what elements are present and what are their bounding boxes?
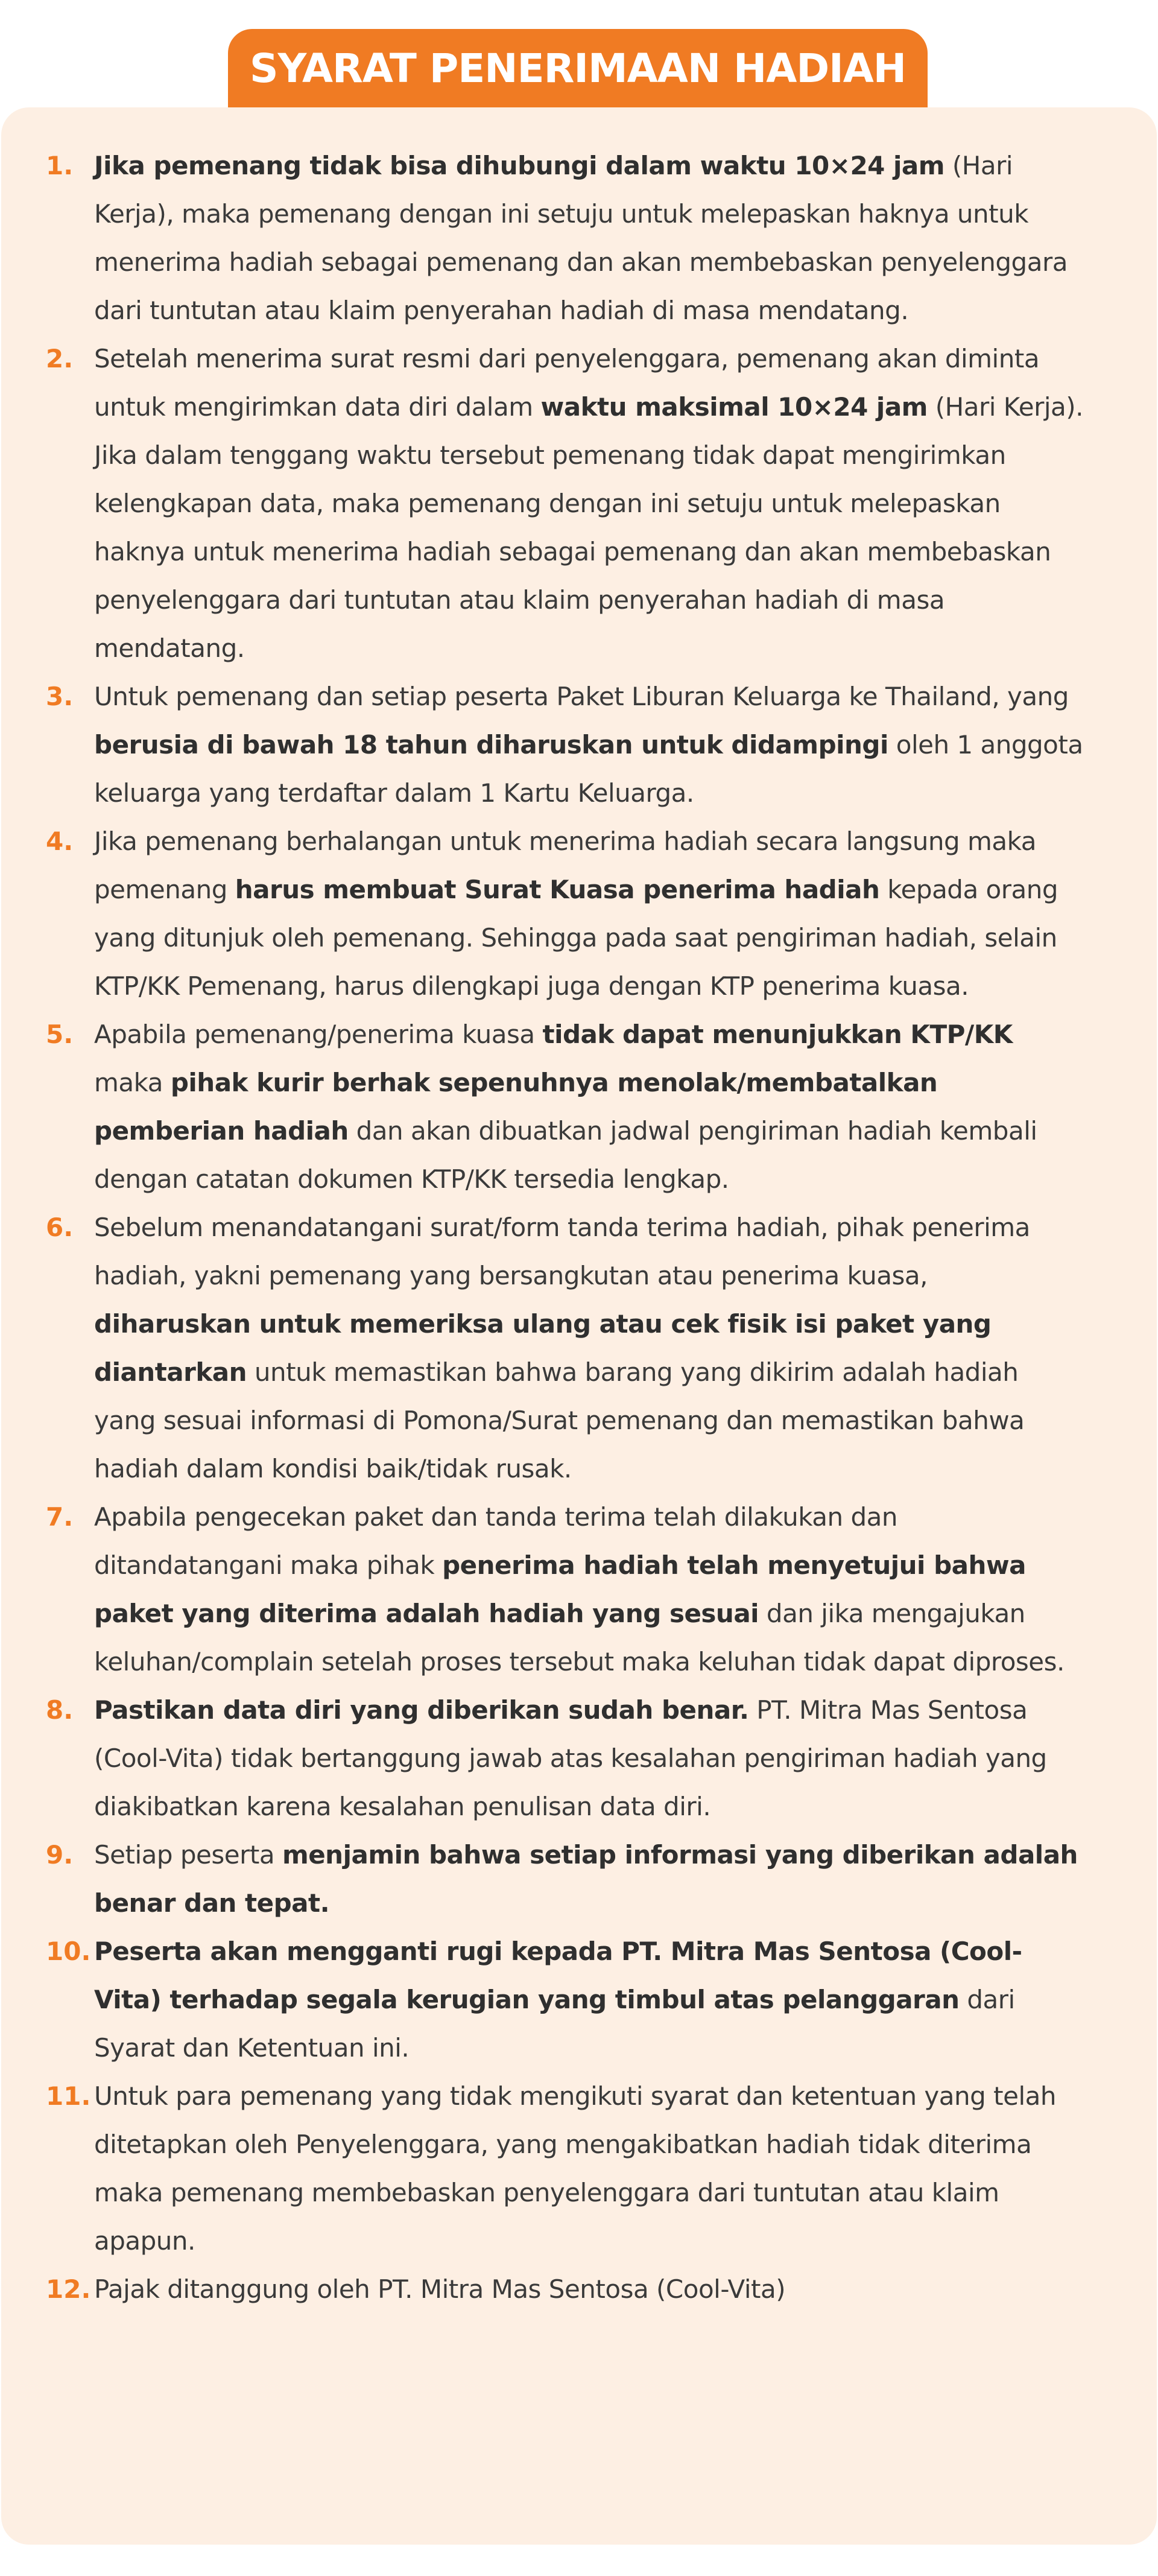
term-text [94, 2072, 1083, 2265]
term-number: 1. [46, 151, 74, 180]
term-item [0, 673, 1083, 817]
term-text [94, 817, 1083, 1010]
term-plain-text: Apabila pengecekan paket dan tanda terima telah dilakukan dan ditandatangani maka pihak [94, 1502, 897, 1580]
term-text [94, 673, 1083, 817]
term-item [0, 1927, 1083, 2072]
term-plain-text: (Hari Kerja). Jika dalam tenggang waktu tersebut pemenang tidak dapat mengirimkan kelengkapan data, maka pemenang dengan ini setuju untuk melepaskan haknya untuk menerima hadiah sebagai pemenang dan akan membebaskan penyelenggara dari tuntutan atau klaim penyerahan hadiah di masa mendatang. [94, 392, 1083, 663]
term-number: 8. [46, 1695, 74, 1725]
term-text [94, 1493, 1083, 1686]
term-bold-text: penerima hadiah telah menyetujui bahwa paket yang diterima adalah hadiah yang sesuai [94, 1550, 1027, 1628]
term-plain-text: kepada orang yang ditunjuk oleh pemenang. Sehingga pada saat pengiriman hadiah, selain KTP/KK Pemenang, harus dilengkapi juga dengan KTP penerima kuasa. [94, 875, 1058, 1001]
term-item [0, 1686, 1083, 1831]
term-plain-text: (Hari Kerja), maka pemenang dengan ini setuju untuk melepaskan haknya untuk menerima hadiah sebagai pemenang dan akan membebaskan penyelenggara dari tuntutan atau klaim penyerahan hadiah di masa mendatang. [94, 151, 1068, 325]
term-item [0, 2265, 1083, 2314]
term-plain-text: oleh 1 anggota keluarga yang terdaftar dalam 1 Kartu Keluarga. [94, 730, 1083, 808]
term-item [0, 335, 1083, 673]
term-plain-text: Jika pemenang berhalangan untuk menerima hadiah secara langsung maka pemenang [94, 826, 1036, 904]
term-plain-text: Untuk para pemenang yang tidak mengikuti syarat dan ketentuan yang telah ditetapkan oleh Penyelenggara, yang mengakibatkan hadiah tidak diterima maka pemenang membebaskan penyelenggara dari tuntutan atau klaim apapun. [94, 2081, 1056, 2256]
term-bold-text: diharuskan untuk memeriksa ulang atau cek fisik isi paket yang diantarkan [94, 1309, 992, 1387]
term-bold-text: Jika pemenang tidak bisa dihubungi dalam waktu 10×24 jam [94, 151, 945, 180]
term-text [94, 1831, 1083, 1927]
term-plain-text: maka [94, 1068, 171, 1097]
term-bold-text: menjamin bahwa setiap informasi yang diberikan adalah benar dan tepat. [94, 1840, 1078, 1918]
term-bold-text: Peserta akan mengganti rugi kepada PT. Mitra Mas Sentosa (Cool-Vita) terhadap segala kerugian yang timbul atas pelanggaran [94, 1937, 1022, 2014]
page-title: SYARAT PENERIMAAN HADIAH [249, 45, 906, 92]
term-number: 9. [46, 1840, 74, 1870]
term-text [94, 1927, 1083, 2072]
term-text [94, 142, 1083, 335]
term-bold-text: harus membuat Surat Kuasa penerima hadiah [235, 875, 880, 904]
term-item [0, 1493, 1083, 1686]
term-item [0, 1010, 1083, 1204]
term-plain-text: dan jika mengajukan keluhan/complain setelah proses tersebut maka keluhan tidak dapat diproses. [94, 1599, 1065, 1677]
term-text [94, 1010, 1083, 1204]
term-plain-text: Setelah menerima surat resmi dari penyelenggara, pemenang akan diminta untuk mengirimkan data diri dalam [94, 344, 1040, 422]
term-number: 6. [46, 1213, 74, 1242]
term-text [94, 1686, 1083, 1831]
term-bold-text: Pastikan data diri yang diberikan sudah benar. [94, 1695, 749, 1725]
terms-list [0, 142, 1083, 2314]
term-number: 2. [46, 344, 74, 373]
term-text [94, 335, 1083, 673]
term-number: 5. [46, 1020, 74, 1049]
term-bold-text: berusia di bawah 18 tahun diharuskan untuk didampingi [94, 730, 888, 760]
term-item [0, 1831, 1083, 1927]
term-plain-text: dari Syarat dan Ketentuan ini. [94, 1985, 1015, 2063]
term-plain-text: PT. Mitra Mas Sentosa (Cool-Vita) tidak bertanggung jawab atas kesalahan pengiriman hadiah yang diakibatkan karena kesalahan penulisan data diri. [94, 1695, 1047, 1821]
term-text [94, 2265, 1083, 2314]
term-item [0, 142, 1083, 335]
title-banner [228, 29, 928, 107]
term-plain-text: Pajak ditanggung oleh PT. Mitra Mas Sentosa (Cool-Vita) [94, 2274, 786, 2304]
term-plain-text: Untuk pemenang dan setiap peserta Paket Liburan Keluarga ke Thailand, yang [94, 682, 1069, 711]
term-number: 11. [46, 2081, 91, 2111]
term-plain-text: dan akan dibuatkan jadwal pengiriman hadiah kembali dengan catatan dokumen KTP/KK tersedia lengkap. [94, 1116, 1037, 1194]
term-bold-text: waktu maksimal 10×24 jam [540, 392, 928, 422]
term-item [0, 2072, 1083, 2265]
term-plain-text: Apabila pemenang/penerima kuasa [94, 1020, 543, 1049]
term-number: 3. [46, 682, 74, 711]
term-item [0, 1204, 1083, 1493]
term-number: 4. [46, 826, 74, 856]
term-bold-text: tidak dapat menunjukkan KTP/KK [542, 1020, 1013, 1049]
term-text [94, 1204, 1083, 1493]
term-bold-text: pihak kurir berhak sepenuhnya menolak/membatalkan pemberian hadiah [94, 1068, 938, 1146]
term-plain-text: Sebelum menandatangani surat/form tanda terima hadiah, pihak penerima hadiah, yakni pemenang yang bersangkutan atau penerima kuasa, [94, 1213, 1030, 1290]
term-number: 10. [46, 1937, 91, 1966]
term-plain-text: Setiap peserta [94, 1840, 282, 1870]
term-number: 7. [46, 1502, 74, 1532]
term-number: 12. [46, 2274, 91, 2304]
term-plain-text: untuk memastikan bahwa barang yang dikirim adalah hadiah yang sesuai informasi di Pomona/Surat pemenang dan memastikan bahwa hadiah dalam kondisi baik/tidak rusak. [94, 1357, 1025, 1483]
term-item [0, 817, 1083, 1010]
